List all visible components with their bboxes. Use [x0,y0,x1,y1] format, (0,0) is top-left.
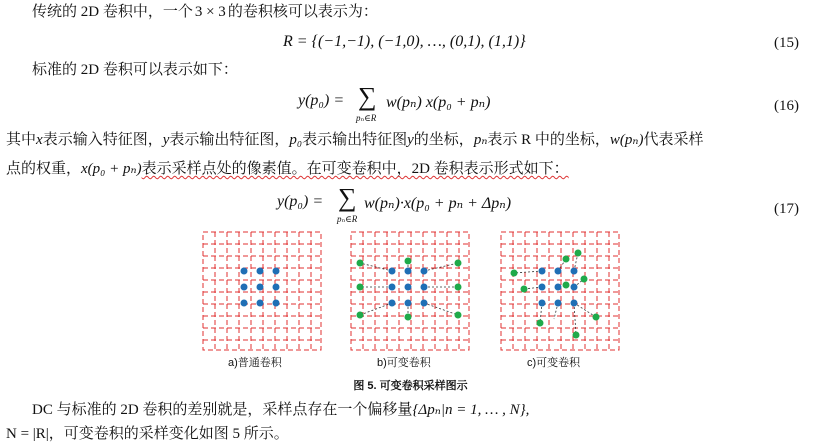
equation-15-number: (15) [774,35,799,51]
panel-standard-conv [202,231,322,351]
equation-17-rhs: w(pₙ)·x(p₀ + pₙ + Δpₙ) [364,195,512,212]
panel-deformable-conv-c [500,231,620,351]
equation-15: R = {(−1,−1), (−1,0), …, (0,1), (1,1)} [283,33,526,50]
equation-16-rhs: w(pₙ) x(p₀ + pₙ) [386,94,491,111]
sum-symbol-17: ∑ [338,183,357,212]
caption-deformable-conv-c: c)可变卷积 [527,357,581,369]
equation-17-number: (17) [774,201,799,217]
sampling-grid [203,232,321,350]
final-line: N = |R|，可变卷积的采样变化如图 5 所示。 [6,426,289,442]
sampling-grid [501,232,619,350]
intro-line [32,2,821,22]
equation-16-number: (16) [774,98,799,114]
dc-line: DC 与标准的 2D 卷积的差别就是，采样点存在一个偏移量{Δpₙ|n = 1, … , N}, [32,402,530,418]
kernel-size-math: 3 × 3 [194,4,226,20]
sampling-grid [351,232,469,350]
sum-subscript-16: pₙ∈R [356,113,377,123]
offset-sample-points [511,250,600,339]
definition-line-1: 其中x表示输入特征图，y表示输出特征图，p₀表示输出特征图y的坐标，pₙ表示 R 中的坐标，w(pₙ)代表采样 [6,132,704,148]
intro-tail: 的卷积核可以表示为： [227,4,378,20]
intro-text: 传统的 2D 卷积中，一个 [32,4,193,20]
figure-title: 图 5. 可变卷积采样图示 [353,380,468,392]
original-sample-points [539,268,578,307]
caption-standard-conv: a)普通卷积 [228,357,282,369]
equation-17-lhs: y(p₀) = [277,193,324,210]
caption-deformable-conv-b: b)可变卷积 [377,357,431,369]
standard-conv-line: 标准的 2D 卷积可以表示如下： [32,62,238,78]
panel-deformable-conv-b [350,231,470,351]
sum-subscript-17: pₙ∈R [337,214,358,224]
offset-set-math: {Δpₙ|n = 1, … , N}, [412,402,530,418]
definition-line-2: 点的权重，x(p₀ + pₙ)表示采样点处的像素值。在可变卷积中，2D 卷积表示形式如下： [6,161,569,177]
regular-sample-points [241,268,280,307]
equation-16-lhs: y(p₀) = [298,92,345,109]
sum-symbol-16: ∑ [358,82,377,111]
offset-arrows [514,253,596,335]
original-sample-points [389,268,428,307]
